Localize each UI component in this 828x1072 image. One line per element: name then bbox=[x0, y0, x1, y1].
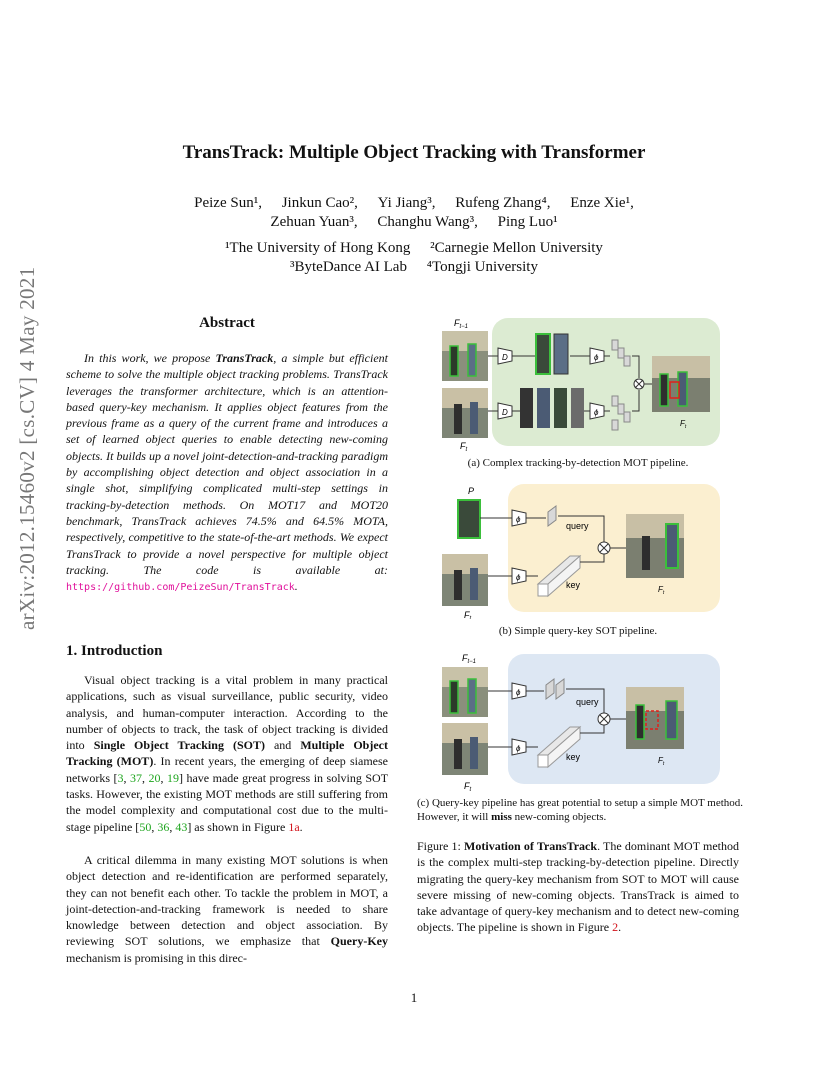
body-text: Visual object tracking is a vital problem in many practical applications, such as visual surveillance, public security, video analysis, and human-computer interaction. According to the number of objects to track, the task of object tracking is divided into bbox=[66, 673, 388, 753]
crop-image bbox=[571, 388, 584, 428]
body-text: ] have made great progress in solving SOT tasks. However, the existing MOT methods are still suffering from the model complexity and computational cost due to the multi-stage pipeline [ bbox=[66, 770, 389, 834]
affiliation: ¹The University of Hong Kong bbox=[225, 240, 411, 256]
body-text: mechanism is promising in this direc- bbox=[66, 950, 247, 965]
phi-label: ϕ bbox=[516, 515, 521, 524]
key-label: key bbox=[566, 752, 581, 762]
affiliations-line-1 bbox=[0, 240, 828, 257]
frame-label-prev: $F_{t-1}$ bbox=[454, 318, 469, 330]
caption-text: Figure 1: bbox=[417, 839, 465, 853]
frame-label-cur: $F_t$ bbox=[464, 610, 472, 619]
authors-line-1 bbox=[0, 195, 828, 212]
frame-label-cur: $F_t$ bbox=[460, 441, 468, 452]
caption-text: . bbox=[618, 920, 622, 935]
affiliation: ⁴Tongji University bbox=[426, 259, 538, 275]
author: Peize Sun¹, bbox=[194, 195, 262, 211]
query-label: query bbox=[576, 697, 599, 707]
frame-label-cur: $F_t$ bbox=[464, 781, 472, 791]
body-text: and bbox=[264, 738, 301, 753]
citation-link[interactable]: 50 bbox=[139, 819, 152, 834]
citation-link[interactable]: 20 bbox=[148, 770, 161, 785]
caption-title: Motivation of TransTrack bbox=[464, 839, 598, 853]
affiliations-line-2 bbox=[0, 259, 828, 276]
abstract-text: In this work, we propose bbox=[84, 351, 216, 365]
caption-text: (c) Query-key pipeline has great potential to setup a simple MOT method. However, it will bbox=[417, 797, 744, 823]
citation-link[interactable]: 19 bbox=[166, 770, 179, 785]
body-text: A critical dilemma in many existing MOT solutions is when object detection and re-identification are performed separately, they can not benefit each other. To tackle the problem in MOT, a joint-detection-and-tracking framework is needed to share knowledge between detection and object association. By reviewing SOT solutions, we emphasize that bbox=[66, 853, 388, 949]
citation-link[interactable]: 43 bbox=[175, 819, 188, 834]
affiliation: ²Carnegie Mellon University bbox=[430, 240, 603, 256]
author: Enze Xie¹, bbox=[570, 195, 634, 211]
abstract-method-name: TransTrack bbox=[215, 351, 274, 365]
phi-label: ϕ bbox=[594, 408, 599, 417]
template-label-p: P bbox=[468, 486, 475, 496]
body-text: ] as shown in Figure bbox=[187, 819, 289, 834]
crop-image bbox=[554, 388, 567, 428]
intro-paragraph-1: Visual object tracking is a vital problem in many practical applications, such as visual surveillance, public security, video analysis, and human-computer interaction. According to the number of objects to track, the task of object tracking is divided into Single Object Tracking (SOT) and Multiple Object Tracking (MOT). In recent years, the emerging of deep siamese networks [3, 37, 20, 19] have made great progress in solving SOT tasks. However, the existing MOT methods are still suffering from the model complexity and computational cost due to the multi-stage pipeline [50, 36, 43] as shown in Figure 1a. bbox=[66, 673, 389, 834]
citation-link[interactable]: 3 bbox=[117, 770, 124, 785]
template-crop-image bbox=[458, 500, 480, 538]
citation-link[interactable]: 37 bbox=[129, 770, 142, 785]
caption-emphasis: miss bbox=[491, 811, 512, 823]
arxiv-sidebar-id: arXiv:2012.15460v2 [cs.CV] 4 May 2021 bbox=[15, 266, 39, 630]
crop-image bbox=[520, 388, 533, 428]
figure-caption-b: (b) Simple query-key SOT pipeline. bbox=[498, 625, 658, 637]
svg-text:D: D bbox=[502, 353, 508, 362]
term-query-key: Query-Key bbox=[330, 934, 388, 949]
key-label: key bbox=[566, 580, 581, 590]
caption-text: new-coming objects. bbox=[511, 811, 607, 823]
figure-panel-a bbox=[440, 316, 722, 452]
figure-ref-link[interactable]: 1a bbox=[288, 819, 300, 834]
author: Rufeng Zhang⁴, bbox=[455, 195, 551, 211]
query-label: query bbox=[566, 521, 589, 531]
phi-label: ϕ bbox=[594, 353, 599, 362]
page-number: 1 bbox=[410, 990, 418, 1005]
figure-caption-a: (a) Complex tracking-by-detection MOT pipeline. bbox=[467, 457, 689, 469]
intro-paragraph-2 bbox=[66, 852, 388, 966]
paper-title: TransTrack: Multiple Object Tracking with Transformer bbox=[182, 142, 646, 163]
crop-image bbox=[554, 334, 568, 374]
author: Jinkun Cao², bbox=[281, 195, 358, 211]
figure-ref-link[interactable]: 2 bbox=[612, 920, 619, 935]
figure-panel-b bbox=[440, 484, 722, 619]
affiliation: ³ByteDance AI Lab bbox=[290, 259, 407, 275]
author: Yi Jiang³, bbox=[377, 195, 436, 211]
phi-label: ϕ bbox=[516, 688, 521, 697]
author: Zehuan Yuan³, bbox=[270, 214, 358, 230]
abstract-body bbox=[66, 350, 388, 596]
citation-link[interactable]: 36 bbox=[157, 819, 170, 834]
code-link[interactable]: https://github.com/PeizeSun/TransTrack bbox=[66, 582, 295, 594]
figure-caption-c bbox=[417, 796, 747, 824]
output-frame-label: $F_t$ bbox=[680, 419, 687, 430]
author: Ping Luo¹ bbox=[497, 214, 558, 230]
abstract-heading: Abstract bbox=[199, 315, 255, 331]
figure-panel-c bbox=[440, 651, 722, 791]
output-frame-label: $F_t$ bbox=[658, 756, 665, 767]
authors-line-2 bbox=[0, 214, 828, 231]
section-heading-introduction: 1. Introduction bbox=[66, 643, 163, 659]
crop-image bbox=[536, 334, 550, 374]
body-text: . bbox=[299, 819, 303, 834]
term-mot: Multiple Object Tracking (MOT) bbox=[66, 738, 388, 769]
author: Changhu Wang³, bbox=[377, 214, 478, 230]
phi-label: ϕ bbox=[516, 573, 521, 582]
caption-text: . The dominant MOT method is the complex multi-step tracking-by-detection pipeline. Directly migrating the query-key mechanism from SOT to MOT will cause severe missing of new-coming objects. TransTrack is aimed to take advantage of query-key mechanism and to detect new-coming objects. The pipeline is shown in Figure bbox=[417, 839, 739, 935]
phi-label: ϕ bbox=[516, 744, 521, 753]
abstract-text: , a simple but efficient scheme to solve the multiple object tracking problems. TransTrack leverages the transformer architecture, which is an attention-based query-key mechanism. It applies object features from the previous frame as a query of the current frame and introduces a set of learned object queries to enable detecting new-coming objects. It builds up a novel joint-detection-and-tracking paradigm by accomplishing object detection and object association in a single shot, simplifying complicated multi-step settings in tracking-by-detection methods. On MOT17 and MOT20 benchmark, TransTrack achieves 74.5% and 64.5% MOTA, respectively, competitive to the state-of-the-art methods. We expect TransTrack to provide a novel perspective for multiple object tracking. The code is available at: bbox=[66, 351, 388, 577]
body-text: . In recent years, the emerging of deep siamese networks [ bbox=[66, 754, 388, 785]
output-frame-label: $F_t$ bbox=[658, 585, 665, 596]
crop-image bbox=[537, 388, 550, 428]
svg-text:D: D bbox=[502, 408, 508, 417]
term-sot: Single Object Tracking (SOT) bbox=[93, 738, 265, 753]
figure-1-caption bbox=[417, 838, 739, 936]
frame-label-prev: $F_{t-1}$ bbox=[462, 653, 477, 665]
abstract-text: . bbox=[294, 579, 298, 594]
